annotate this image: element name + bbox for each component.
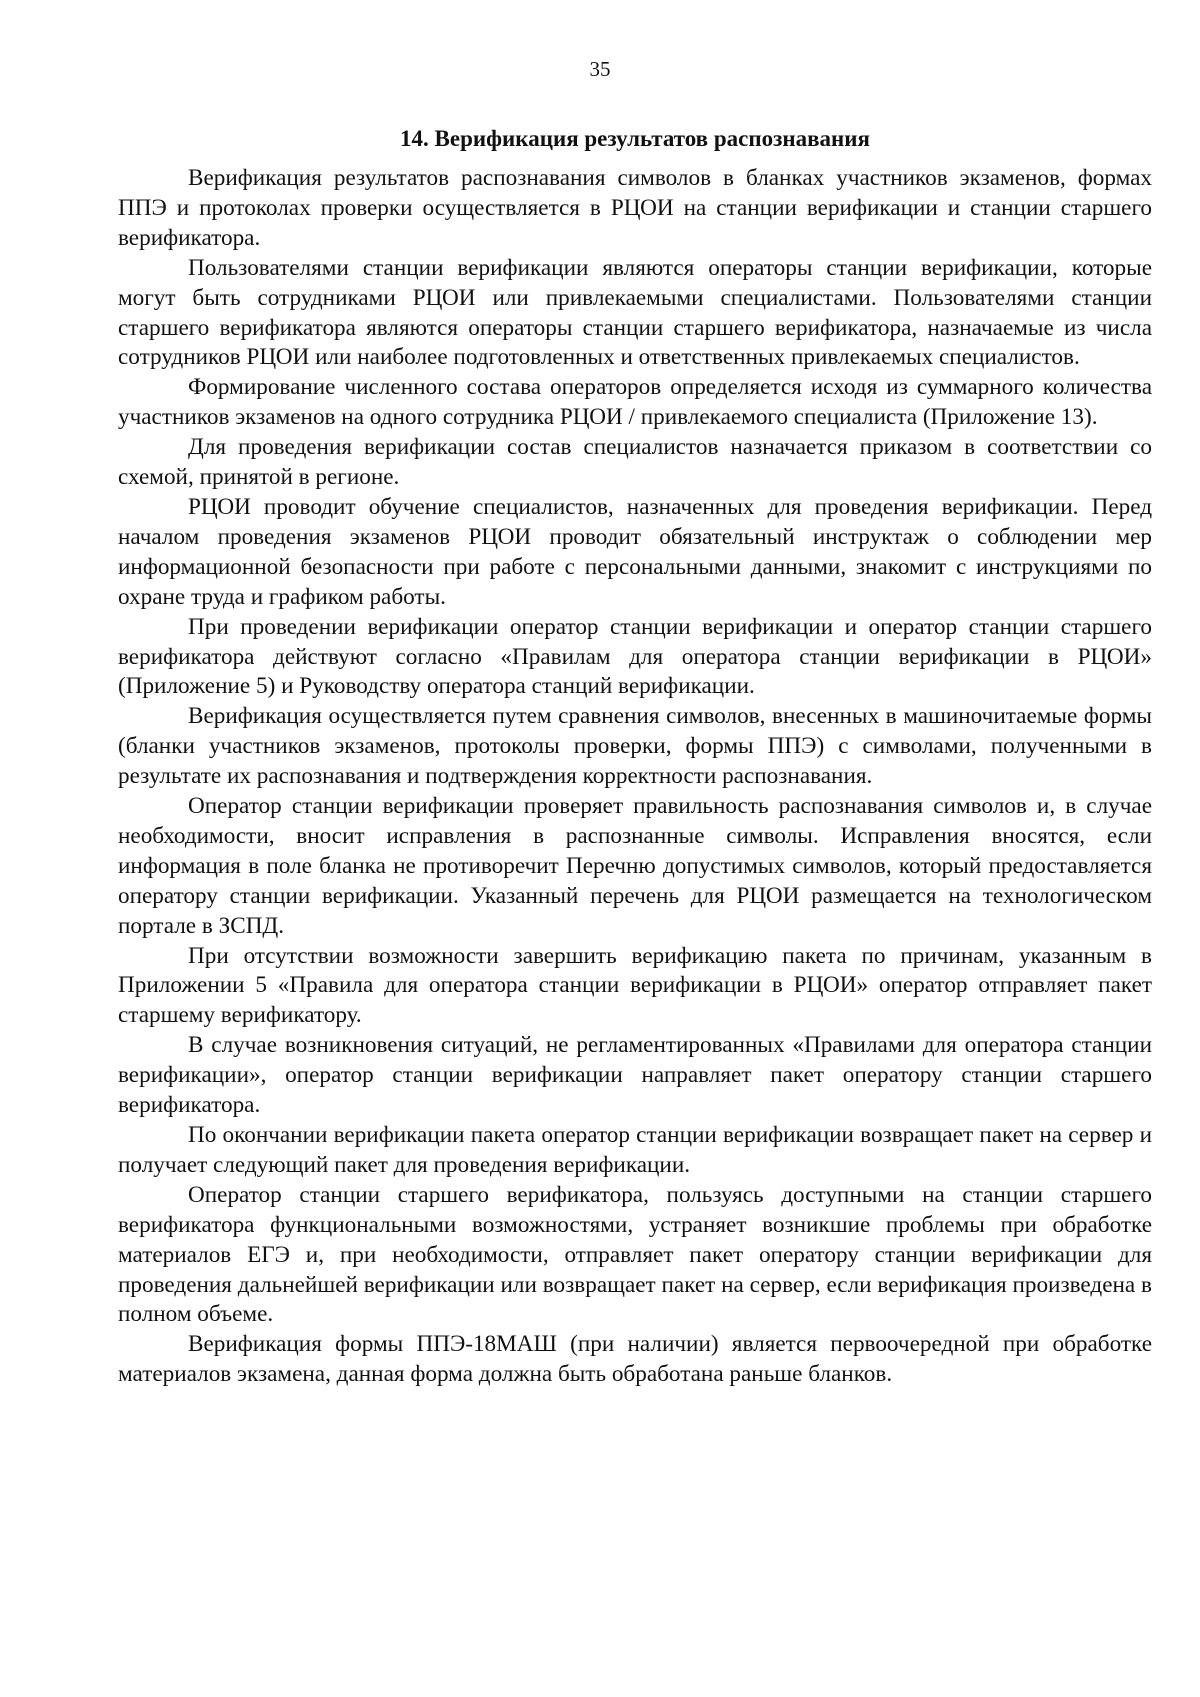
paragraph: При проведении верификации оператор станции верификации и оператор станции старшего верификатора действуют согласно «Правилам для оператора станции верификации в РЦОИ» (Приложение 5) и Руководству оператора станций верификации. [118, 613, 1152, 700]
paragraph: Верификация осуществляется путем сравнения символов, внесенных в машиночитаемые формы (бланки участников экзаменов, протоколы проверки, формы ППЭ) с символами, полученными в результате их распознавания и подтверждения корректности распознавания. [118, 703, 1152, 790]
paragraph: По окончании верификации пакета оператор станции верификации возвращает пакет на сервер и получает следующий пакет для проведения верификации. [118, 1122, 1152, 1178]
paragraph: Оператор станции старшего верификатора, пользуясь доступными на станции старшего верификатора функциональными возможностями, устраняет возникшие проблемы при обработке материалов ЕГЭ и, при необходимости, отправляет пакет оператору станции верификации для проведения дальнейшей верификации или возвращает пакет на сервер, если верификация произведена в полном объеме. [118, 1181, 1152, 1328]
section-heading: 14. Верификация результатов распознавания [400, 126, 870, 151]
paragraph: Для проведения верификации состав специалистов назначается приказом в соответствии со схемой, принятой в регионе. [118, 434, 1152, 491]
paragraph: Верификация формы ППЭ-18МАШ (при наличии) является первоочередной при обработке материалов экзамена, данная форма должна быть обработана раньше бланков. [118, 1331, 1152, 1388]
paragraph: В случае возникновения ситуаций, не регламентированных «Правилами для оператора станции верификации», оператор станции верификации направляет пакет оператору станции старшего верификатора. [118, 1032, 1152, 1119]
paragraph: Верификация результатов распознавания символов в бланках участников экзаменов, формах ППЭ и протоколах проверки осуществляется в РЦОИ на станции верификации и станции старшего верификатора. [118, 165, 1152, 251]
paragraph: Формирование численного состава операторов определяется исходя из суммарного количества участников экзаменов на одного сотрудника РЦОИ / привлекаемого специалиста (Приложение 13). [118, 374, 1152, 431]
page-number: 35 [589, 57, 611, 81]
paragraph: При отсутствии возможности завершить верификацию пакета по причинам, указанным в Приложении 5 «Правила для оператора станции верификации в РЦОИ» оператор отправляет пакет старшему верификатору. [118, 942, 1152, 1029]
paragraph: Оператор станции верификации проверяет правильность распознавания символов и, в случае необходимости, вносит исправления в распознанные символы. Исправления вносятся, если информация в поле бланка не противоречит Перечню допустимых символов, который предоставляется оператору станции верификации. Указанный перечень для РЦОИ размещается на технологическом портале в ЗСПД. [118, 793, 1152, 939]
paragraph: Пользователями станции верификации являются операторы станции верификации, которые могут быть сотрудниками РЦОИ или привлекаемыми специалистами. Пользователями станции старшего верификатора являются операторы станции старшего верификатора, назначаемые из числа сотрудников РЦОИ или наиболее подготовленных и ответственных привлекаемых специалистов. [118, 254, 1152, 371]
document-body [118, 164, 1152, 1390]
paragraph: РЦОИ проводит обучение специалистов, назначенных для проведения верификации. Перед началом проведения экзаменов РЦОИ проводит обязательный инструктаж о соблюдении мер информационной безопасности при работе с персональными данными, знакомит с инструкциями по охране труда и графиком работы. [118, 493, 1152, 610]
